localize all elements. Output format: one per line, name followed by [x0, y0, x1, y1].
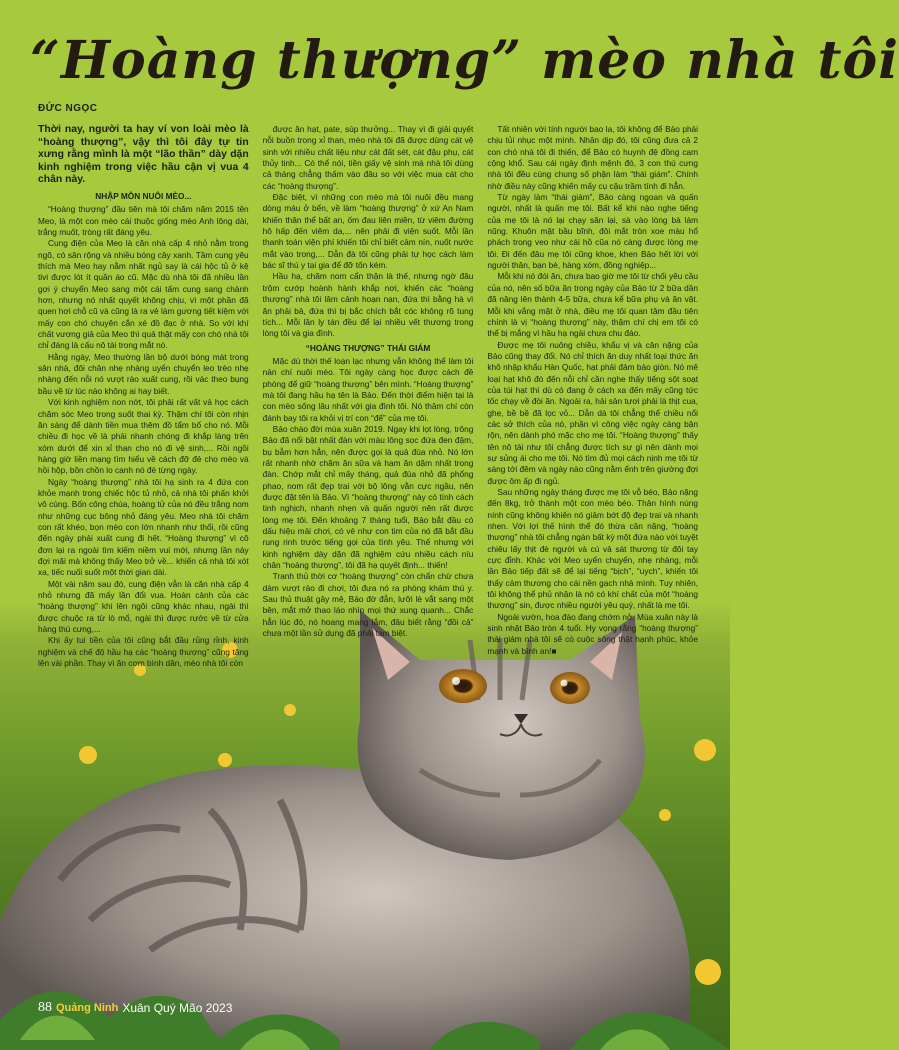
paragraph: Hầu hạ, chăm nom cẩn thận là thế, nhưng ngờ đâu trộm cướp hoành hành khắp nơi, khiến các “hoàng thượng” nhà tôi lâm cảnh hoạn nạn, đứa thì bằng hà vì ăn phải bả, đứa thì bị bắc chích bắt cóc không rõ tung tích... Mỗi lần ly tán đều để lại nhiều vết thương trong lòng tôi và gia đình.: [262, 271, 474, 339]
paragraph: Mặc dù thời thế loạn lạc nhưng vẫn không thể làm tôi nản chí nuôi mèo. Tôi ngày càng học được cách đề phòng để giữ “hoàng thượng” bên mình. “Hoàng thượng” mà tôi đang hầu hạ tên là Bảo. Đến thời điểm hiện tại là con mèo sống lâu nhất với gia đình tôi. Nó thâm chí còn đánh bay tôi ra khỏi vị trí con “để” của mẹ tôi.: [262, 355, 474, 423]
paragraph: Từ ngày làm “thái giám”, Bảo càng ngoan và quấn người, nhất là quấn mẹ tôi. Bất kể khi nào nghe tiếng của mẹ tôi là nó lại chạy sân lại, sà vào lòng bà làm nũng. Khuôn mặt bầu bĩnh, đôi mắt tròn xoe màu hổ phách trong veo như cái hồ cũa nó càng được lòng mẹ tôi. Đi đến đâu mẹ tôi cũng khoe, khen Bảo hết lời với người thân, bạn bè, hàng xóm, đồng nghiệp...: [487, 192, 699, 271]
column-3: [487, 124, 699, 656]
article-body: [38, 124, 699, 669]
paragraph: Bảo chào đời mùa xuân 2019. Ngay khi lọt lòng, trông Bảo đã nổi bật nhất đàn với màu lông sọc đứa đen đậm, bụ bẫm hơn hẳn, nên được gọi là quả đùa nhỏ. Nó lớn rất nhanh nhờ chăm ăn sữa và ham ăn dặm nhất trong đàn. Chớp mắt chỉ mấy tháng, quả đùa nhỏ đã phổng phao, nom rất đẹp trai với bộ lông vằn cực ngầu, nên được đặt tên là Bảo. Vì “hoàng thượng” này có tính cách tinh nghịch, nhanh nhẹn và quấn người nên rất được lòng mẹ tôi. Đến khoảng 7 tháng tuổi, Bảo bắt đầu có dấu hiệu mải chơi, có vẻ như con tim của nó đã bắt đầu rung rinh trước tiếng gọi của tình yêu. Thế nhưng với kinh nghiệm dày dặn đã nghiệm cứu nhiều cách níu chân “hoàng thượng”, tôi đã hạ quyết định... thiến!: [262, 423, 474, 571]
paragraph: Ngày “hoàng thượng” nhà tôi hạ sinh ra 4 đứa con khỏe mạnh trong chiếc hộc tủ nhỏ, cả nhà tôi phấn khởi vô cùng. Bốn công chúa, hoàng tử của nó đều trắng nom như những cục bông nhỏ đáng yêu. Meo nhà tôi chăm con rất khéo, bọn mèo con lớn nhanh như thổi, rồi cũng đến ngày phải xuất cung đi hết. “Hoàng thượng” vì cô đơn lại ra ngoài tìm kiếm niềm vui mới, nhưng lần này đợi mãi mà không thấy Meo trở về... khiến cả nhà tôi xót xa, tiếc nuối suốt một thời gian dài.: [38, 476, 249, 578]
paragraph: Ngoài vườn, hoa đào đang chớm nở. Mùa xuân này là sinh nhật Bảo tròn 4 tuổi. Hy vọng rằng “hoàng thượng” thái giám nhà tôi sẽ có cuộc sống thật hạnh phúc, khỏe mạnh và bình an!■: [487, 611, 699, 656]
column-2: [262, 124, 474, 639]
section-heading-1: NHẬP MÔN NUÔI MÈO...: [95, 190, 192, 201]
paragraph: Tranh thủ thời cơ “hoàng thượng” còn chẩn chừ chưa dám vượt rào đi chơi, tôi đưa nó ra phòng khám thú y. Sau thủ thuật gây mê, Bảo đờ đẫn, lưỡi lè vắt sang một bên, mắt mở thao láo nhìn mọi thứ xung quanh... Chắc hẳn lúc đó, nó hoang mang lắm, đâu biết rằng “đồi cả” chưa một lần sử dụng đã phải tạm biệt.: [262, 571, 474, 639]
paragraph: Mỗi khi nó đói ăn, chưa bao giờ mẹ tôi từ chối yêu cầu của nó, nên số bữa ăn trong ngày của Bảo từ 2 bữa dần đã nâng lên thành 4-5 bữa, chưa kể bữa phụ và ăn vặt. Mỗi khi vắng mặt ở nhà, điều mẹ tôi quan tâm đầu tiên chính là vị “hoàng thượng” này, thậm chí chị em tôi có thể bị mắng vì hầu hạ ngài chưa chu đáo.: [487, 271, 699, 339]
paragraph: Một vài năm sau đó, cung điện vẫn là căn nhà cấp 4 nhỏ nhưng đã mấy lần đổi vua. Hoàn cảnh của các “hoàng thượng” khi lên ngôi cũng khác nhau, ngài thì được chuộc ra từ lò mổ, ngài thì được rước về từ cửa hàng thú cưng,...: [38, 578, 249, 635]
paragraph: Khi ấy tui tiền của tôi cũng bắt đầu rủng rỉnh, kinh nghiệm và chế độ hầu hạ các “hoàng thượng” cũng tăng lên vài phần. Thay vì ăn cơm bình dân, mèo nhà tôi còn: [38, 635, 249, 669]
column-1: [38, 124, 249, 669]
article-title: “Hoàng thượng” mèo nhà tôi: [30, 30, 899, 91]
article-lead: Thời nay, người ta hay ví von loài mèo là “hoàng thượng”, vậy thì tôi đây tự tin xưng rằng mình là một “lão thần” dày dặn kinh nghiệm trong việc hầu cận vị vua 4 chân này.: [38, 124, 249, 186]
paragraph: Với kinh nghiệm non nớt, tôi phải rất vất vả học cách chăm sóc Meo trong suốt thai kỳ. Thậm chí tôi còn nhịn ăn sáng để dành tiền mua thêm đồ tẩm bổ cho nó. Mỗi chiều đi học về là phải nhanh chóng đi khắp làng trên xóm dưới để xin xỉ than cho nó đi vệ sinh,... Rồi ngồi hàng giờ liền mạng tìm hiểu về cách đỡ đẻ cho mèo và hồi hộp, bồn chồn lo canh nó đẻ từng ngày.: [38, 397, 249, 476]
paragraph: được ăn hạt, pate, súp thưởng... Thay vì đi giải quyết nỗi buồn trong xỉ than, mèo nhà tôi đã được dùng cát vệ sinh với nhiều chất liệu như cát đất sét, cát đậu phụ, cát thủy tinh... Có thể nói, tiền giấy vệ sinh mà nhà tôi dùng cả tháng chẳng thấm vào đâu so với việc mua cát cho các “hoàng thượng”.: [262, 124, 474, 191]
paragraph: “Hoàng thượng” đầu tiên mà tôi chăm năm 2015 tên Meo, là một con mèo cái thuộc giống mèo Anh lông dài, trắng muốt, tròng rất đáng yêu.: [38, 204, 249, 237]
paragraph: Cung điện của Meo là căn nhà cấp 4 nhỏ nằm trong ngõ, có sân rộng và nhiều bóng cây xanh. Tầm cung yêu thích mà Meo hay nằm nhất ngủ say là cái hộc tủ ở kệ tivi được lót ít quần áo cũ. Mặc dù nhà tôi đã nhiều lần gợi ý chuyển Meo sang một cái tấm cung sang chảnh hơn, nhưng nó nhất quyết không chịu, vì một phần đã quen hơi chỗ cũ và cũng là ra vẻ làm gương tiết kiệm với mấy con chó chuyên cắn xé đồ đạc ở nhà. So với khí chất vương giả của Meo thì quả thật mấy con chó nhà tôi chỉ đáng là cấu nô tài trong mắt nó.: [38, 238, 249, 351]
paragraph: Đặc biệt, vì những con mèo mà tôi nuôi đều mang dòng máu ở bển, về làm “hoàng thượng” ở xứ An Nam khiến thân thể bất an, ốm đau liên miên, từ viêm đường hô hấp đến viêm da,... nên phải đi viện suốt. Mỗi lần thanh toán viện phí khiến tôi chỉ biết cảm nín, nuốt nước mắt vào trong,... Dẫn đà tôi cũng phải tự học cách làm bác sĩ thú y tại gia để đỡ tốn kém.: [262, 192, 474, 271]
page-number: 88: [38, 1000, 52, 1015]
author-byline: ĐỨC NGỌC: [38, 103, 98, 114]
paragraph: Hằng ngày, Meo thường lần bộ dưới bóng mát trong sân nhà, đôi chân nhẹ nhàng uyển chuyển leo trèo nhẹ nhàng đến nỗi nó vượt rào xuất cung, rồi vác theo bụng bầu về từ lúc nào không ai hay biết.: [38, 351, 249, 396]
page-footer: [38, 1000, 232, 1016]
paragraph: Sau những ngày tháng được mẹ tôi vỗ béo, Bảo nặng đến 8kg, trở thành một con mèo béo. Thân hình núng nính cũng không khiến nó giảm bớt độ đẹp trai và nhanh nhẹn. Với lợi thế hình thể đó thừa cân nặng, “hoàng thượng” nhà tôi chẳng ngán bất kỳ một đứa nào với tuyệt chiêu lấy thịt đè người và cú vả sát thương từ đôi tay cực đỉnh. Khác với Meo uyển chuyển, nhẹ nhàng, mỗi lần Bảo tiếp đất sẽ để lại tiếng “bịch”, “uych”, khiến tôi thấy cảm thương cho cái nền gạch nhà mình. Tuy nhiên, tôi không thể phủ nhận là nó có khí chất của một “hoàng thượng” sin, được nhiều người yêu quý, nhất là mẹ tôi.: [487, 487, 699, 611]
issue-label: Xuân Quý Mão 2023: [122, 1001, 233, 1015]
magazine-logo: Quảng Ninh: [56, 1002, 119, 1014]
paragraph: Được mẹ tôi nuông chiều, khẩu vị và cân nặng của Bảo cũng thay đổi. Nó chỉ thích ăn duy nhất loại thức ăn khô nhập khẩu Hàn Quốc, hạt phải đảm bảo giòn. Nó mê loại hạt khô đó đến nỗi chỉ cần nghe thấy tiếng sột soạt của túi hạt thì dù có đang ở cách xa đến mấy cũng tức tốc chạy về đòi ăn. Ngoài ra, hải sản tươi phải là thịt cua, ghẹ, bề bề đã lọc vỏ... Dẫn dà tôi chẳng thể chiều nổi các sở thích của nó, phần vì công việc ngày càng bận rộn, nên dành phó mặc cho mẹ tôi. “Hoàng thượng” thấy tên nô tài như tôi chẳng được tích sự gì nên dành mọi sự sủng ái cho mẹ tôi. Nó tìm đủ mọi cách nịnh mẹ tôi từ sáng tới đêm và ngày nào cũng nằm ểnh trên giường đợi được ôm ấp đi ngủ.: [487, 339, 699, 486]
section-heading-2: “HOÀNG THƯỢNG” THÁI GIÁM: [305, 342, 431, 353]
paragraph: Tất nhiên với tính người bao la, tôi không để Bảo phải chịu tủi nhục một mình. Nhân dịp đó, tôi cũng đưa cả 2 con chó nhà tôi đi thiến, để Bảo có huynh đệ đồng cam cộng khổ. Sau cái ngày định mệnh đó, 3 con thú cưng nhà tôi đều cùng chung số phận làm “thái giám”. Chính nhờ điều này cũng khiến mấy cụ cậu trầm tính đi hẳn.: [487, 124, 699, 191]
